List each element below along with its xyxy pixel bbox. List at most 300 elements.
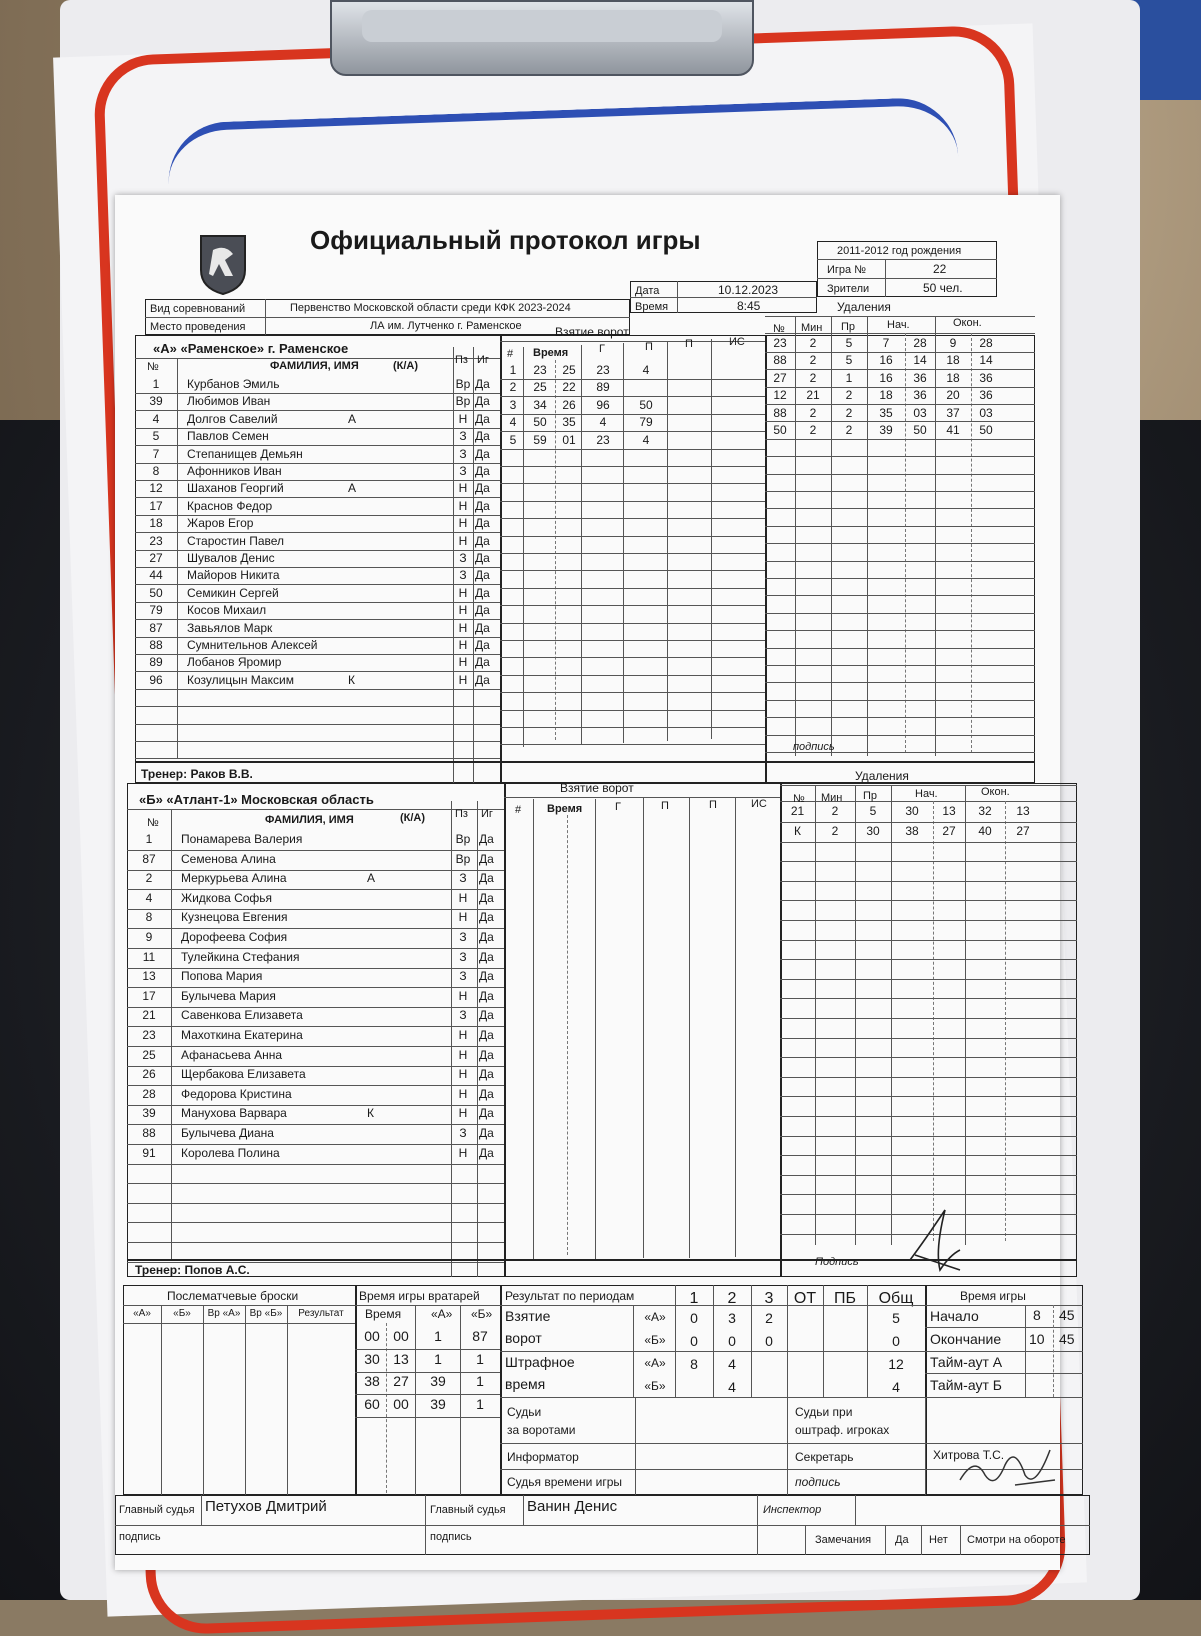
player-played: Да xyxy=(479,1145,494,1160)
player-position: Н xyxy=(458,585,468,600)
goalie-b: 1 xyxy=(476,1373,484,1389)
player-position: З xyxy=(459,464,467,478)
penalty-end-minute: 9 xyxy=(949,336,957,350)
venue-value: ЛА им. Лутченко г. Раменское xyxy=(370,320,522,332)
penalty-judges-label-1: Судьи при xyxy=(795,1405,853,1419)
penalty-start-minute: 39 xyxy=(879,423,893,437)
penalty-end-minute: 37 xyxy=(946,405,960,420)
hockey-emblem-icon xyxy=(195,230,251,296)
penalty-row xyxy=(765,666,1035,683)
player-played: Да xyxy=(475,672,490,687)
goal-row xyxy=(500,606,765,623)
table-row xyxy=(135,393,500,410)
team-a-signature-label: подпись xyxy=(793,741,835,753)
player-name: Меркурьева Алина xyxy=(181,871,287,886)
goals-a-num-header: # xyxy=(507,348,514,360)
team-a-name: «А» «Раменское» г. Раменское xyxy=(153,341,349,356)
goal-scorer: 23 xyxy=(596,432,610,447)
table-row xyxy=(127,909,504,928)
team-b-coach: Тренер: Попов А.С. xyxy=(135,1263,250,1277)
goals-a-p2-header: П xyxy=(685,338,693,350)
goal-number: 5 xyxy=(509,432,517,447)
table-row xyxy=(127,1223,504,1242)
goals-a-time-header: Время xyxy=(533,347,569,359)
goal-scorer: 89 xyxy=(596,380,610,395)
player-played: Да xyxy=(475,446,490,461)
table-row xyxy=(135,498,500,515)
player-played: Да xyxy=(475,464,490,478)
player-number: 23 xyxy=(142,1028,156,1042)
penalty-row xyxy=(765,405,1035,422)
player-name: Булычева Мария xyxy=(181,988,276,1003)
remarks-label: Замечания xyxy=(815,1534,872,1546)
player-position: Н xyxy=(458,910,468,925)
clip-lever xyxy=(362,10,722,42)
goals-b-time-header: Время xyxy=(547,803,583,815)
table-row xyxy=(127,1184,504,1203)
penalty-row xyxy=(765,439,1035,456)
period-2-value: 4 xyxy=(728,1356,736,1372)
player-played: Да xyxy=(479,949,494,964)
goal-second: 22 xyxy=(562,380,576,395)
player-position: Н xyxy=(458,620,468,635)
player-number: 23 xyxy=(149,533,163,548)
goal-row xyxy=(500,432,765,449)
remarks-yes: Да xyxy=(895,1534,909,1546)
period-1-value: 8 xyxy=(690,1356,698,1372)
player-played: Да xyxy=(479,851,494,866)
clipboard-clip xyxy=(330,0,754,76)
period-goals-label-1: Взятие xyxy=(505,1308,551,1324)
player-name: Понамарева Валерия xyxy=(181,832,303,846)
penalty-judges-label-2: оштраф. игроках xyxy=(795,1423,890,1437)
penalty-player: 88 xyxy=(773,405,787,420)
shootout-col-header: «А» xyxy=(133,1308,151,1319)
chief-judge-2-signature-label: подпись xyxy=(430,1531,472,1543)
goal-number: 2 xyxy=(509,380,517,395)
period-col-header: ОТ xyxy=(793,1290,817,1307)
goals-a-title: Взятие ворот xyxy=(555,325,629,339)
penalty-reason: 2 xyxy=(845,423,853,437)
penalty-row xyxy=(765,457,1035,474)
player-played: Да xyxy=(475,585,490,600)
goals-b-is-header: ИС xyxy=(751,798,767,810)
period-col-header: Общ xyxy=(878,1290,914,1307)
penalties-a-end-header: Окон. xyxy=(953,317,982,329)
player-number: 27 xyxy=(149,551,163,565)
penalty-minutes: 2 xyxy=(831,823,839,838)
chief-judge-2-label: Главный судья xyxy=(430,1504,506,1516)
spectators: 50 чел. xyxy=(923,281,963,295)
player-position: З xyxy=(459,969,467,984)
player-played: Да xyxy=(479,1008,494,1023)
goal-number: 4 xyxy=(509,415,517,430)
goal-assist-1: 4 xyxy=(642,363,650,377)
goal-row xyxy=(500,484,765,501)
roster-b-name-header: ФАМИЛИЯ, ИМЯ xyxy=(265,814,354,826)
player-played: Да xyxy=(475,481,490,496)
goal-row xyxy=(500,501,765,518)
roster-a-ka-header: (К/А) xyxy=(393,360,419,372)
penalty-row xyxy=(765,352,1035,369)
player-played: Да xyxy=(479,1086,494,1101)
penalty-row xyxy=(765,492,1035,509)
penalty-minutes: 2 xyxy=(831,804,839,818)
penalties-a-num-header: № xyxy=(773,323,785,335)
player-number: 1 xyxy=(145,832,153,846)
player-played: Да xyxy=(475,603,490,618)
player-position: Н xyxy=(458,655,468,670)
player-played: Да xyxy=(475,377,490,391)
goal-number: 1 xyxy=(509,363,517,377)
penalty-start-minute: 18 xyxy=(879,388,893,403)
penalty-row xyxy=(765,509,1035,526)
goalie-second: 13 xyxy=(393,1350,409,1367)
goal-row xyxy=(500,745,765,762)
roster-b-pz-header: Пз xyxy=(455,808,468,820)
table-row xyxy=(127,1086,504,1105)
player-number: 8 xyxy=(145,910,153,925)
player-number: 21 xyxy=(142,1008,156,1023)
goal-row xyxy=(500,640,765,657)
player-name: Долгов Савелий xyxy=(187,411,278,426)
table-row xyxy=(127,1066,504,1085)
player-position: З xyxy=(459,949,467,964)
goal-judges-label-2: за воротами xyxy=(507,1423,576,1437)
goal-row xyxy=(500,675,765,692)
penalty-end-minute: 40 xyxy=(978,823,992,838)
penalty-row xyxy=(765,422,1035,439)
goal-row xyxy=(500,727,765,744)
penalties-b-pr-header: Пр xyxy=(863,790,878,802)
roster-b-ig-header: Иг xyxy=(481,808,493,820)
penalties-b-min-header: Мин xyxy=(821,792,843,804)
player-position: Н xyxy=(458,1086,468,1101)
goals-b-g-header: Г xyxy=(615,801,621,813)
page-title: Официальный протокол игры xyxy=(310,225,701,255)
informer-label: Информатор xyxy=(507,1450,579,1464)
goalie-time-row xyxy=(355,1372,500,1394)
player-number: 39 xyxy=(149,394,163,409)
penalties-a-title: Удаления xyxy=(837,300,891,314)
penalty-reason: 2 xyxy=(845,405,853,420)
penalty-reason: 2 xyxy=(845,388,853,403)
player-name: Федорова Кристина xyxy=(181,1086,292,1101)
table-row xyxy=(127,890,504,909)
table-row xyxy=(127,1007,504,1026)
chief-judge-1-label: Главный судья xyxy=(119,1504,195,1516)
penalty-start-second: 14 xyxy=(913,353,927,368)
period-total-value: 5 xyxy=(892,1310,900,1326)
player-name: Косов Михаил xyxy=(187,603,267,618)
roster-a-pz-header: Пз xyxy=(455,354,468,366)
penalty-row xyxy=(780,1175,1077,1194)
player-position: Н xyxy=(458,672,468,687)
penalty-row xyxy=(765,718,1035,735)
timeout-b-label: Тайм-аут Б xyxy=(930,1377,1002,1393)
penalty-row xyxy=(780,1117,1077,1136)
game-start-hour: 8 xyxy=(1033,1307,1041,1323)
penalties-a-min-header: Мин xyxy=(801,322,823,334)
table-row xyxy=(127,968,504,987)
player-name: Дорофеева София xyxy=(181,930,288,944)
birth-years: 2011-2012 год рождения xyxy=(837,245,962,257)
penalty-end-minute: 32 xyxy=(978,804,992,818)
penalty-end-minute: 20 xyxy=(946,388,960,403)
table-row xyxy=(135,602,500,619)
player-played: Да xyxy=(475,429,490,444)
goals-a-is-header: ИС xyxy=(729,336,745,348)
row-divider xyxy=(135,758,500,759)
player-played: Да xyxy=(479,1126,494,1140)
penalty-row xyxy=(765,387,1035,404)
period-result-row xyxy=(500,1355,925,1372)
secretary-name: Хитрова Т.С. xyxy=(933,1448,1005,1462)
player-played: Да xyxy=(479,930,494,944)
see-back-label: Смотри на обороте xyxy=(967,1534,1066,1546)
penalty-end-second: 14 xyxy=(979,353,993,368)
player-number: 89 xyxy=(149,655,163,670)
player-played: Да xyxy=(479,1028,494,1042)
table-row xyxy=(135,689,500,706)
player-played: Да xyxy=(479,1106,494,1121)
penalty-row xyxy=(765,596,1035,613)
table-row xyxy=(135,533,500,550)
penalty-row xyxy=(780,1156,1077,1175)
player-number: 88 xyxy=(149,638,163,652)
penalty-start-minute: 16 xyxy=(879,353,893,368)
game-number-label: Игра № xyxy=(827,264,867,276)
period-result-row xyxy=(500,1378,925,1395)
goals-b-num-header: # xyxy=(515,804,522,816)
shootout-col-header: Вр «А» xyxy=(207,1308,241,1319)
player-number: 9 xyxy=(145,930,153,944)
period-1-value: 0 xyxy=(690,1310,698,1326)
roster-a-num-header: № xyxy=(147,361,159,373)
table-row xyxy=(135,654,500,671)
penalty-end-minute: 41 xyxy=(946,423,960,437)
secretary-signature-label: подпись xyxy=(795,1475,841,1489)
table-row xyxy=(127,1027,504,1046)
player-name: Майоров Никита xyxy=(187,568,280,583)
spectators-label: Зрители xyxy=(827,283,870,295)
table-row xyxy=(127,1145,504,1164)
player-name: Сумнительнов Алексей xyxy=(187,638,318,652)
remarks-no: Нет xyxy=(929,1534,948,1546)
goals-a-g-header: Г xyxy=(599,343,605,355)
player-played: Да xyxy=(479,988,494,1003)
penalty-row xyxy=(780,1136,1077,1155)
penalty-row xyxy=(780,862,1077,881)
table-row xyxy=(127,949,504,968)
penalty-player: 21 xyxy=(790,804,805,818)
penalty-end-minute: 18 xyxy=(946,370,960,385)
player-name: Щербакова Елизавета xyxy=(181,1067,306,1082)
player-number: 28 xyxy=(142,1086,156,1101)
period-result-row xyxy=(500,1309,925,1326)
table-row xyxy=(135,428,500,445)
penalty-row xyxy=(765,335,1035,352)
player-name: Кузнецова Евгения xyxy=(181,910,288,925)
goal-minute: 59 xyxy=(533,432,547,447)
team-b-name: «Б» «Атлант-1» Московская область xyxy=(139,792,374,807)
goal-number: 3 xyxy=(509,397,517,412)
goal-minute: 34 xyxy=(533,397,547,412)
goalie-second: 27 xyxy=(393,1373,409,1389)
penalty-row xyxy=(765,648,1035,665)
penalty-minutes: 2 xyxy=(809,336,817,350)
player-name: Лобанов Яромир xyxy=(187,655,282,670)
chief-judge-2-name: Ванин Денис xyxy=(527,1498,618,1515)
goal-row xyxy=(500,397,765,414)
penalty-player: 27 xyxy=(773,370,787,385)
goal-assist-1: 4 xyxy=(642,432,650,447)
game-end-label: Окончание xyxy=(930,1331,1002,1347)
table-row xyxy=(135,741,500,758)
player-position: Н xyxy=(458,1145,468,1160)
table-row xyxy=(135,620,500,637)
penalty-start-minute: 35 xyxy=(879,405,893,420)
player-position: З xyxy=(459,930,467,944)
penalty-end-second: 28 xyxy=(979,336,993,350)
penalty-reason: 30 xyxy=(866,823,880,838)
goalie-minute: 60 xyxy=(364,1395,380,1412)
goal-second: 01 xyxy=(562,432,576,447)
player-position: Вр xyxy=(455,832,471,846)
penalties-b-num-header: № xyxy=(793,793,805,805)
penalty-start-second: 28 xyxy=(913,336,927,350)
penalty-reason: 5 xyxy=(845,336,853,350)
goalie-time-col-time: Время xyxy=(365,1307,402,1321)
penalty-row xyxy=(765,544,1035,561)
table-row xyxy=(127,831,504,850)
goalie-a: 1 xyxy=(434,1328,442,1344)
time-label: Время xyxy=(635,301,669,313)
table-row xyxy=(135,724,500,741)
penalty-player: 50 xyxy=(773,423,787,437)
player-played: Да xyxy=(475,498,490,513)
penalty-start-second: 27 xyxy=(942,823,956,838)
table-row xyxy=(135,411,500,428)
penalty-end-second: 50 xyxy=(979,423,993,437)
player-position: Н xyxy=(458,411,468,426)
goal-row xyxy=(500,414,765,431)
goal-second: 35 xyxy=(562,415,576,430)
game-time-title: Время игры xyxy=(960,1289,1026,1303)
penalty-start-minute: 16 xyxy=(879,370,893,385)
table-row xyxy=(127,1105,504,1124)
goal-row xyxy=(500,623,765,640)
player-name: Тулейкина Стефания xyxy=(181,949,300,964)
penalty-row xyxy=(780,921,1077,940)
goal-row xyxy=(500,710,765,727)
penalty-row xyxy=(765,700,1035,717)
goalie-a: 39 xyxy=(430,1373,446,1389)
player-played: Да xyxy=(475,655,490,670)
team-b-signature-label: Подпись xyxy=(815,1256,859,1268)
penalty-row xyxy=(780,1097,1077,1116)
chief-judge-1-name: Петухов Дмитрий xyxy=(205,1498,327,1515)
penalty-row xyxy=(765,579,1035,596)
player-name: Махоткина Екатерина xyxy=(181,1028,303,1042)
period-3-value: 2 xyxy=(765,1310,773,1326)
player-name: Семенова Алина xyxy=(181,851,276,866)
player-position: Н xyxy=(458,1067,468,1082)
penalty-start-second: 03 xyxy=(913,405,927,420)
date-label: Дата xyxy=(635,285,660,297)
penalty-minutes: 2 xyxy=(809,405,817,420)
player-number: 13 xyxy=(142,969,156,984)
penalty-start-second: 13 xyxy=(942,804,956,818)
goal-row xyxy=(500,379,765,396)
period-col-header: 3 xyxy=(764,1290,774,1307)
player-name: Булычева Диана xyxy=(181,1126,274,1140)
player-position: Н xyxy=(458,890,468,905)
penalty-row xyxy=(765,613,1035,630)
player-number: 4 xyxy=(152,411,160,426)
player-played: Да xyxy=(479,969,494,984)
player-position: Н xyxy=(458,533,468,548)
table-row xyxy=(127,1203,504,1222)
secretary-signature-icon xyxy=(955,1435,1065,1495)
penalty-end-second: 03 xyxy=(979,405,993,420)
player-position: Вр xyxy=(455,394,471,409)
penalty-row xyxy=(780,979,1077,998)
period-2-value: 4 xyxy=(728,1379,736,1395)
player-number: 5 xyxy=(152,429,160,444)
penalty-row xyxy=(780,881,1077,900)
penalty-row xyxy=(765,631,1035,648)
player-name: Семикин Сергей xyxy=(187,585,279,600)
table-row xyxy=(135,480,500,497)
coach-signature-icon xyxy=(905,1200,965,1275)
table-row xyxy=(127,1125,504,1144)
player-position: Н xyxy=(458,1106,468,1121)
penalty-row xyxy=(765,370,1035,387)
player-number: 7 xyxy=(152,446,160,461)
player-position: З xyxy=(459,1008,467,1023)
table-row xyxy=(135,376,500,393)
goal-assist-1: 50 xyxy=(639,397,653,412)
player-position: З xyxy=(459,1126,467,1140)
table-row xyxy=(135,585,500,602)
penalty-row xyxy=(780,940,1077,959)
player-number: 91 xyxy=(142,1145,156,1160)
goal-judges-label-1: Судьи xyxy=(507,1405,542,1419)
player-number: 2 xyxy=(145,871,153,886)
goals-b-p1-header: П xyxy=(661,800,669,812)
roster-a-ig-header: Иг xyxy=(477,354,489,366)
period-goals-label-2: ворот xyxy=(505,1330,542,1346)
table-row xyxy=(135,446,500,463)
player-position: Н xyxy=(458,603,468,618)
penalty-reason: 1 xyxy=(845,370,853,385)
player-captain-mark: А xyxy=(348,411,357,426)
penalty-row xyxy=(780,901,1077,920)
goal-row xyxy=(500,693,765,710)
venue-label: Место проведения xyxy=(150,321,246,333)
penalty-start-minute: 7 xyxy=(882,336,890,350)
table-row xyxy=(135,672,500,689)
player-captain-mark: К xyxy=(367,1106,374,1121)
penalty-start-second: 36 xyxy=(913,370,927,385)
competition-label: Вид соревнований xyxy=(150,303,246,315)
period-col-header: 2 xyxy=(727,1290,737,1307)
goal-row xyxy=(500,536,765,553)
penalty-player: К xyxy=(794,823,801,838)
goalie-a: 39 xyxy=(430,1395,446,1412)
player-number: 79 xyxy=(149,603,163,618)
